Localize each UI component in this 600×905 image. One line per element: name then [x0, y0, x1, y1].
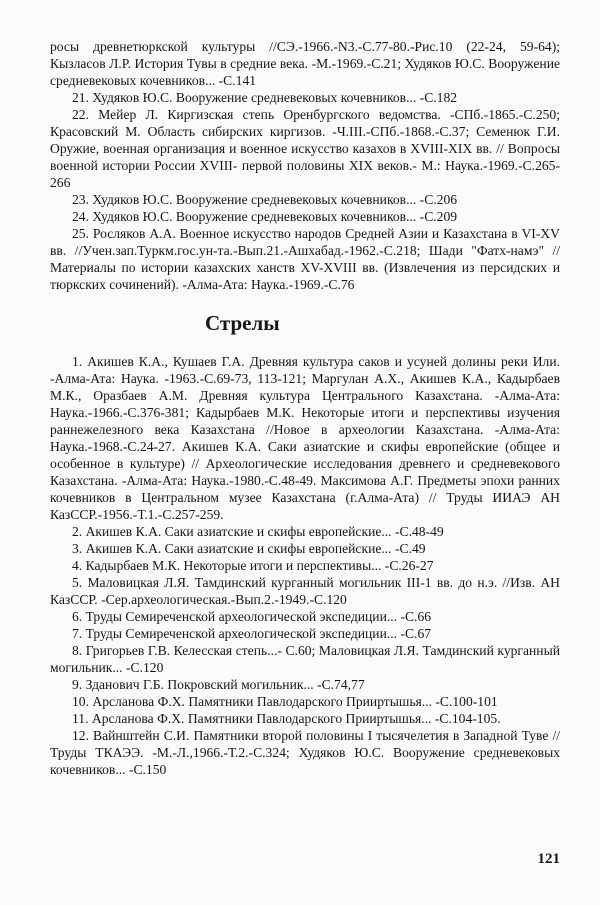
footnote-entry: 3. Акишев К.А. Саки азиатские и скифы европейские... -С.49 [72, 541, 426, 556]
footnote-entry: 7. Труды Семиреченской археологической экспедиции... -С.67 [72, 626, 432, 641]
footnote-entry: 1. Акишев К.А., Кушаев Г.А. Древняя культура саков и усуней долины реки Или. -Алма-Ата: Наука. -1963.-С.69-73, 113-121; Маргулан А.Х., Акишев К.А., Кадырбаев М.К., Оразбаев А.М. Древняя культура Центрального Казахстана. -Алма-Ата: Наука.-1966.-С.376-381; Кадырбаев М.К. Некоторые итоги и перспективы изучения раннежелезного века Казахстана //Новое в археологии Казахстана. -Алма-Ата: Наука.-1968.-С.24-27. Акишев К.А. Саки азиатские и скифы европейские (общее и особенное в культуре) // Археологические исследования древнего и средневекового Казахстана. -Алма-Ата: Наука.-1980.-С.48-49. Максимова А.Г. Предметы эпохи ранних кочевников в Центральном музее Казахстана (г.Алма-Ата) // Труды ИИАЭ АН КазССР.-1956.-Т.1.-С.257-259. [50, 354, 560, 522]
footnote-entry: 22. Мейер Л. Киргизская степь Оренбургского ведомства. -СПб.-1865.-С.250; Красовский М. Область сибирских киргизов. -Ч.III.-СПб.-1868.-С.37; Семенюк Г.И. Оружие, военная организация и военное искусство казахов в XVIII-XIX вв. // Вопросы военной истории России XVIII- первой половины XIX веков.- М.: Наука.-1969.-С.265-266 [50, 107, 560, 190]
footnote-entry: 9. Зданович Г.Б. Покровский могильник... -С.74,77 [72, 677, 365, 692]
footnote-entry: 4. Кадырбаев М.К. Некоторые итоги и перспективы... -С.26-27 [72, 558, 434, 573]
footnote-entry: 2. Акишев К.А. Саки азиатские и скифы европейские... -С.48-49 [72, 524, 444, 539]
footnote-entry: 10. Арсланова Ф.Х. Памятники Павлодарского Прииртышья... -С.100-101 [72, 694, 498, 709]
footnote-entry: 24. Худяков Ю.С. Вооружение средневековых кочевников... -С.209 [72, 209, 458, 224]
footnote-entry: 25. Росляков А.А. Военное искусство народов Средней Азии и Казахстана в VI-XV вв. //Учен.зап.Туркм.гос.ун-та.-Вып.21.-Ашхабад.-1962.-С.218; Шади "Фатх-намэ" //Материалы по истории казахских ханств XV-XVIII вв. (Извлечения из персидских и тюркских сочинений). -Алма-Ата: Наука.-1969.-С.76 [50, 226, 560, 292]
footnotes-top-block [50, 38, 560, 293]
footnote-entry: 11. Арсланова Ф.Х. Памятники Павлодарского Прииртышья... -С.104-105. [72, 711, 501, 726]
page-content [50, 38, 560, 778]
footnote-entry: 12. Вайнштейн С.И. Памятники второй половины I тысячелетия в Западной Туве // Труды ТКАЭЭ. -М.-Л.,1966.-Т.2.-С.324; Худяков Ю.С. Вооружение средневековых кочевников... -С.150 [50, 728, 560, 777]
footnote-entry: 23. Худяков Ю.С. Вооружение средневековых кочевников... -С.206 [72, 192, 458, 207]
page-number: 121 [537, 851, 560, 867]
footnote-entry: 8. Григорьев Г.В. Келесская степь...- С.60; Маловицкая Л.Я. Тамдинский курганный могильник... -С.120 [50, 643, 560, 675]
footnote-entry: росы древнетюркской культуры //СЭ.-1966.-N3.-С.77-80.-Рис.10 (22-24, 59-64); Кызласов Л.Р. История Тувы в средние века. -М.-1969.-С.21; Худяков Ю.С. Вооружение средневековых кочевников... -С.141 [50, 39, 560, 88]
footnote-entry: 5. Маловицкая Л.Я. Тамдинский курганный могильник III-1 вв. до н.э. //Изв. АН КазССР. -Сер.археологическая.-Вып.2.-1949.-С.120 [50, 575, 560, 607]
footnote-entry: 6. Труды Семиреченской археологической экспедиции... -С.66 [72, 609, 432, 624]
footnote-entry: 21. Худяков Ю.С. Вооружение средневековых кочевников... -С.182 [72, 90, 458, 105]
section-heading: Стрелы [205, 311, 280, 335]
footnotes-arrows-block [50, 353, 560, 778]
